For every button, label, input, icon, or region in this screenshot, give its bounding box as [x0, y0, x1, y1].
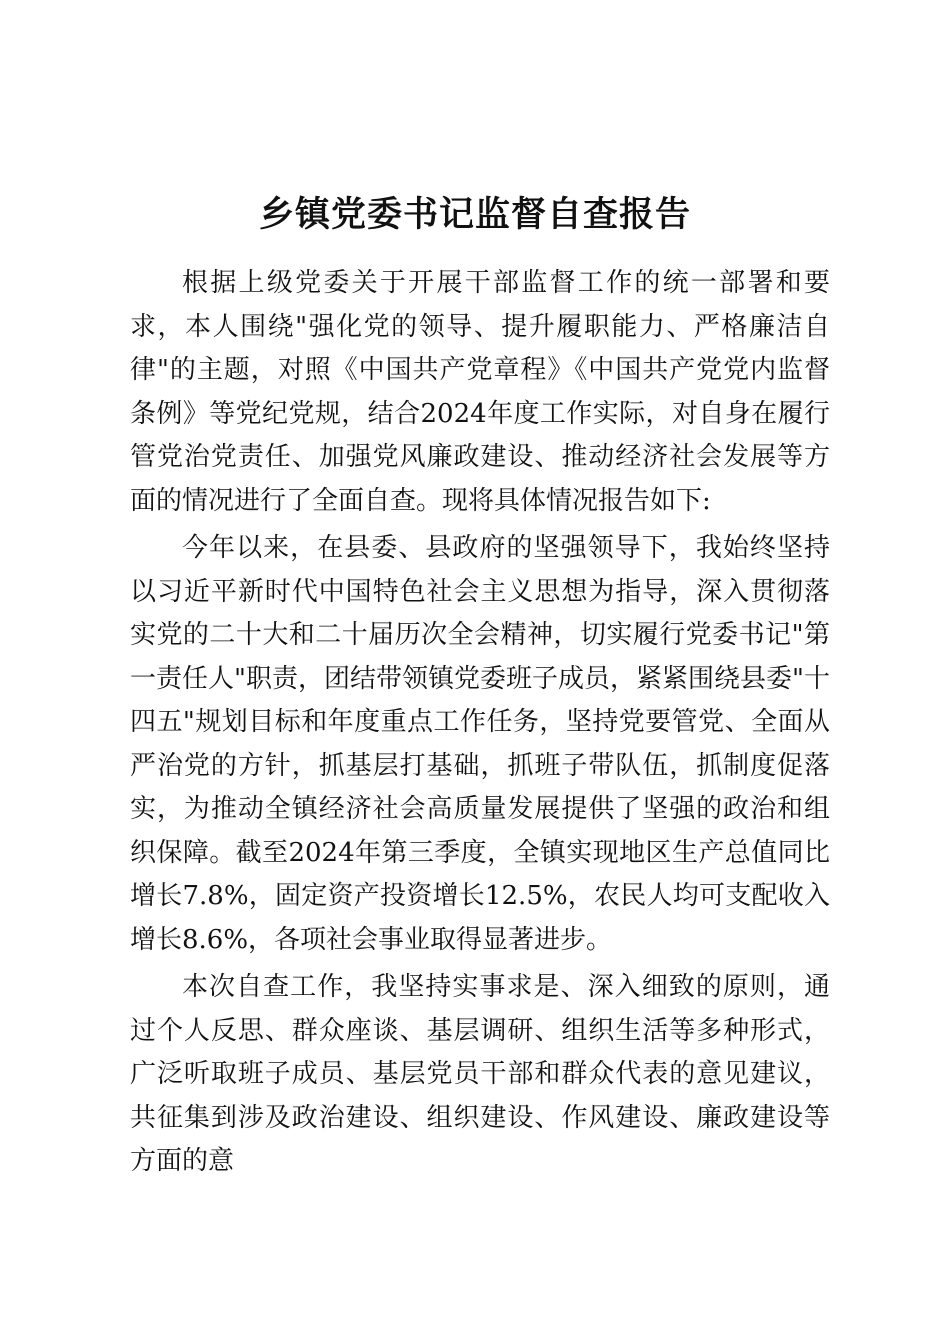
paragraph-self-check: 本次自查工作，我坚持实事求是、深入细致的原则，通过个人反思、群众座谈、基层调研、组织生活等多种形式，广泛听取班子成员、基层党员干部和群众代表的意见建议，共征集到涉及政治建设、组织建设、作风建设、廉政建设等方面的意 — [130, 972, 830, 1176]
paragraph-intro: 根据上级党委关于开展干部监督工作的统一部署和要求，本人围绕"强化党的领导、提升履职能力、严格廉洁自律"的主题，对照《中国共产党章程》《中国共产党党内监督条例》等党纪党规，结合2024年度工作实际，对自身在履行管党治党责任、加强党风廉政建设、推动经济社会发展等方面的情况进行了全面自查。现将具体情况报告如下: — [130, 268, 830, 516]
document-body — [130, 262, 830, 1184]
document-title: 乡镇党委书记监督自查报告 — [258, 194, 691, 236]
paragraph-overview: 今年以来，在县委、县政府的坚强领导下，我始终坚持以习近平新时代中国特色社会主义思想为指导，深入贯彻落实党的二十大和二十届历次全会精神，切实履行党委书记"第一责任人"职责，团结带领镇党委班子成员，紧紧围绕县委"十四五"规划目标和年度重点工作任务，坚持党要管党、全面从严治党的方针，抓基层打基础，抓班子带队伍，抓制度促落实，为推动全镇经济社会高质量发展提供了坚强的政治和组织保障。截至2024年第三季度，全镇实现地区生产总值同比增长7.8%，固定资产投资增长12.5%，农民人均可支配收入增长8.6%，各项社会事业取得显著进步。 — [130, 533, 830, 955]
